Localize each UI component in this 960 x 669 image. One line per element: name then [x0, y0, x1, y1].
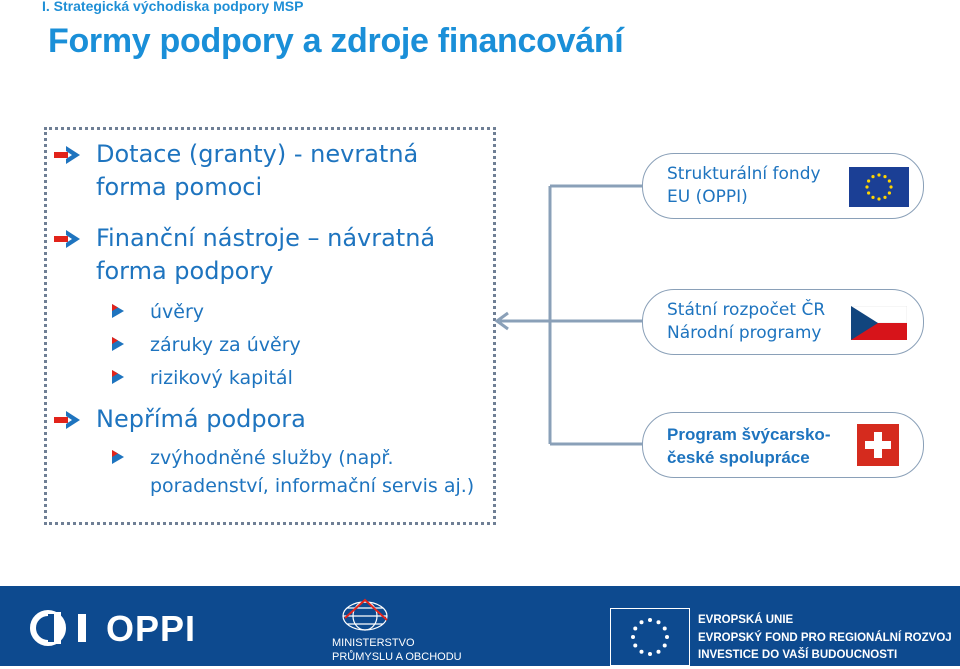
sub-item-text: záruky za úvěry: [150, 334, 301, 356]
eu-star: [888, 179, 891, 182]
eu-star: [633, 627, 637, 631]
oppi-label: OPPI: [106, 608, 197, 649]
source-swiss-program: [642, 412, 924, 478]
sub-item-text: rizikový kapitál: [150, 367, 293, 389]
source-text: Národní programy: [667, 323, 822, 343]
item-text: forma pomoci: [96, 173, 263, 201]
source-label: [667, 163, 821, 209]
source-label: [667, 299, 825, 345]
eu-star: [648, 652, 652, 656]
eu-star: [663, 627, 667, 631]
eu-star: [648, 618, 652, 622]
eu-star: [871, 175, 874, 178]
eu-text-block: [698, 612, 952, 665]
ministry-globe-icon: [335, 596, 395, 632]
item-text: Finanční nástroje – návratná: [96, 224, 436, 252]
eu-star: [889, 185, 892, 188]
eu-star: [883, 196, 886, 199]
eu-star: [883, 175, 886, 178]
source-label: [667, 423, 830, 469]
source-text: Státní rozpočet ČR: [667, 300, 826, 320]
eu-star: [657, 650, 661, 654]
item-text: Dotace (granty) - nevratná: [96, 140, 419, 168]
eu-star: [640, 620, 644, 624]
swiss-flag-icon: [857, 424, 899, 466]
eu-text: EVROPSKÝ FOND PRO REGIONÁLNÍ ROZVOJ: [698, 631, 952, 644]
eu-star: [640, 650, 644, 654]
sub-item-text: úvěry: [150, 301, 205, 323]
source-eu-funds: [642, 153, 924, 219]
sub-item-text: poradenství, informační servis aj.): [150, 475, 475, 497]
source-text: Program švýcarsko-: [667, 425, 831, 444]
eu-star: [865, 185, 868, 188]
eu-flag-icon: [849, 167, 909, 207]
eu-star: [633, 644, 637, 648]
eu-star: [631, 635, 635, 639]
eu-star: [663, 644, 667, 648]
eu-star: [665, 635, 669, 639]
ministry-text: PRŮMYSLU A OBCHODU: [332, 651, 462, 663]
source-text: EU (OPPI): [667, 187, 748, 207]
eu-star: [871, 196, 874, 199]
czech-flag-icon: [851, 306, 907, 340]
sub-item-text: zvýhodněné služby (např.: [150, 447, 394, 469]
ministry-text: MINISTERSTVO: [332, 637, 415, 649]
item-text: Nepřímá podpora: [96, 405, 306, 433]
source-state-budget: [642, 289, 924, 355]
eu-emblem: [610, 608, 690, 666]
ministry-label: [332, 636, 462, 664]
page-title: Formy podpory a zdroje financování: [48, 22, 624, 60]
source-text: české spolupráce: [667, 448, 810, 467]
eu-star: [867, 191, 870, 194]
eu-star: [877, 173, 880, 176]
breadcrumb: I. Strategická východiska podpory MSP: [42, 0, 304, 14]
footer-bar: [0, 586, 960, 666]
eu-text: INVESTICE DO VAŠÍ BUDOUCNOSTI: [698, 649, 898, 661]
item-text: forma podpory: [96, 257, 274, 285]
eu-stars-icon: [611, 609, 689, 665]
eu-star: [657, 620, 661, 624]
oppi-logo-icon: [30, 608, 100, 648]
eu-star: [867, 179, 870, 182]
eu-text: EVROPSKÁ UNIE: [698, 614, 794, 626]
source-text: Strukturální fondy: [667, 164, 821, 184]
eu-star: [888, 191, 891, 194]
eu-star: [877, 197, 880, 200]
